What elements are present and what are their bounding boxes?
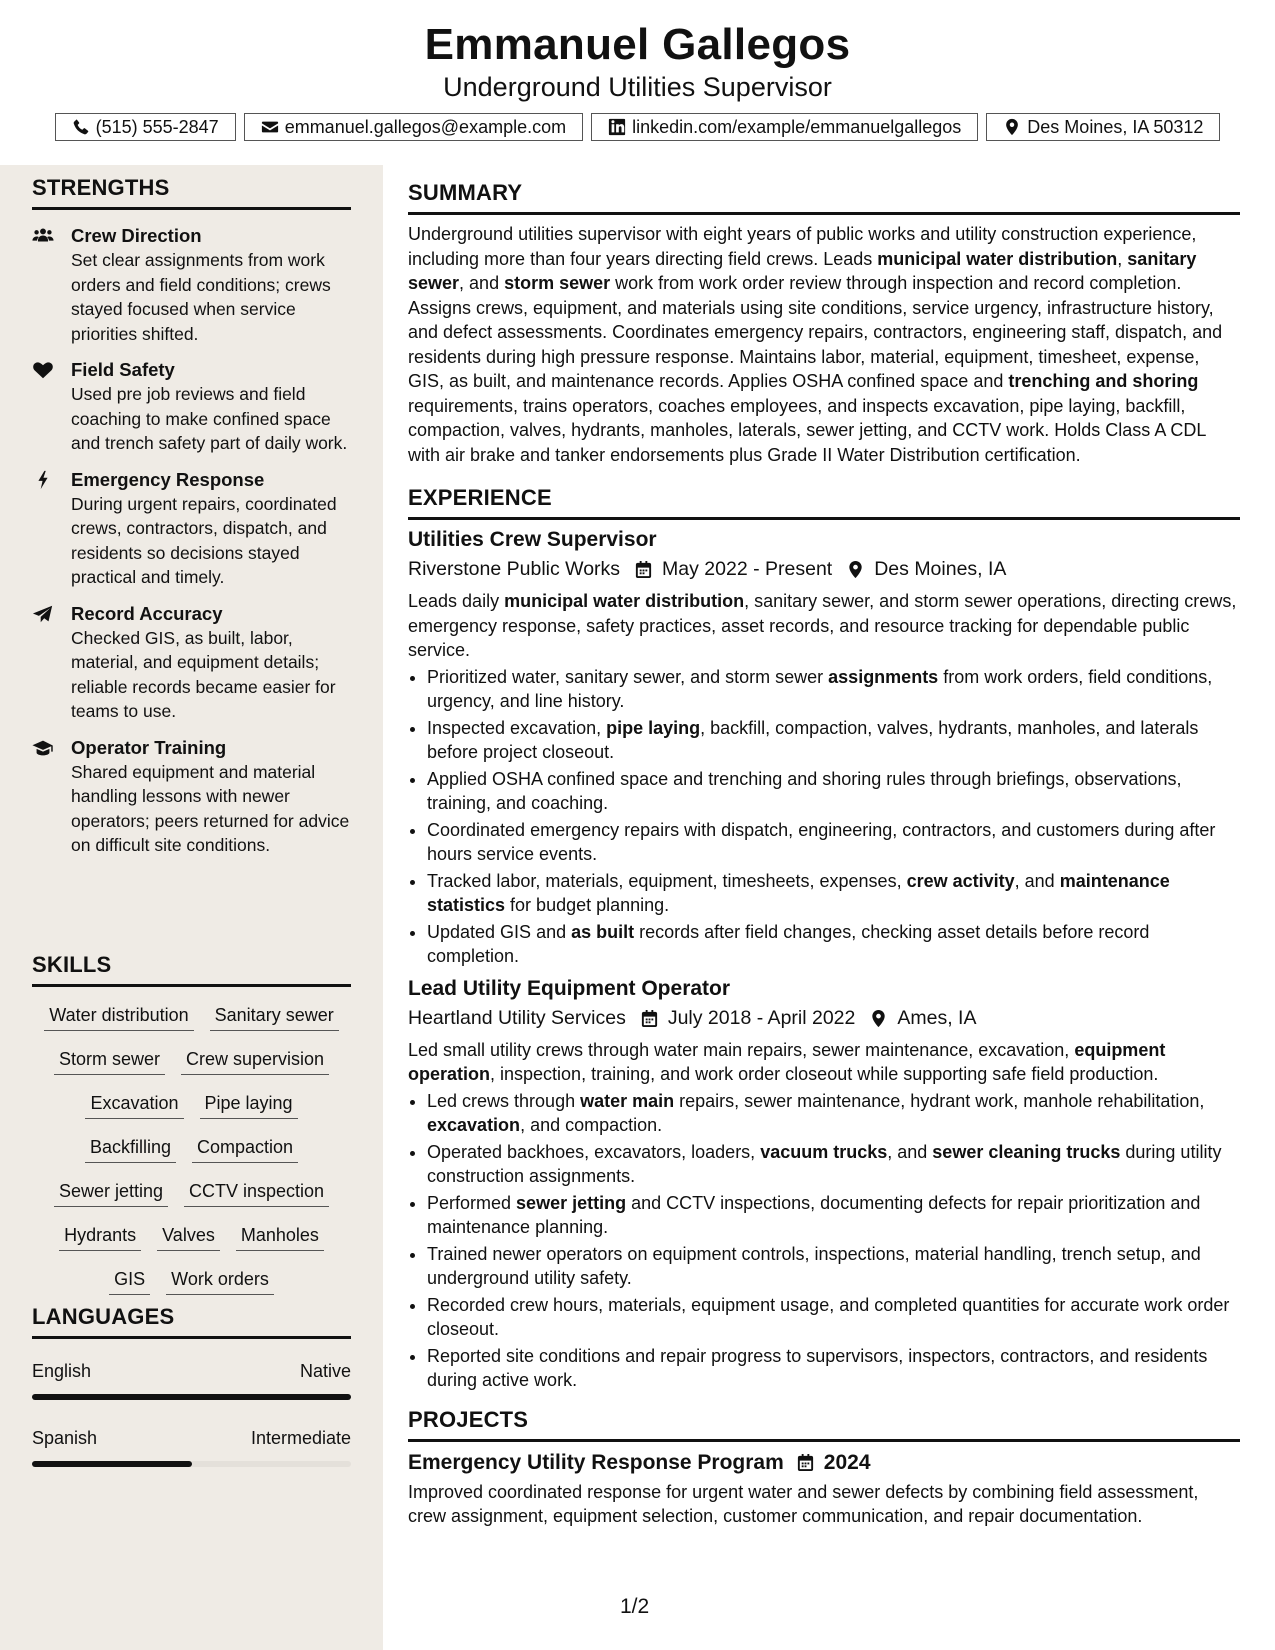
language-proficiency-bar [32, 1461, 351, 1467]
language-item [32, 1361, 351, 1400]
phone-icon [72, 118, 90, 136]
bold-keyword: crew activity [906, 870, 1015, 891]
strength-title: Operator Training [71, 736, 227, 758]
language-level: Native [299, 1361, 351, 1381]
strength-desc: During urgent repairs, coordinated crews, contractors, dispatch, and residents so decisions stayed practical and timely. [71, 493, 337, 587]
job-description: Led small utility crews through water main repairs, sewer maintenance, excavation, equipment operation, inspection, training, and work order closeout while supporting safe field production. [408, 1039, 1166, 1084]
paper-plane-icon [32, 604, 56, 624]
skill-tag: Backfilling [85, 1135, 176, 1163]
job-description: Leads daily municipal water distribution, sanitary sewer, and storm sewer operations, directing crews, emergency response, safety practices, asset records, and resource tracking for dependable public service. [408, 591, 1237, 660]
job-dates: July 2018 - April 2022 [667, 1006, 856, 1029]
skills-list [32, 1003, 351, 1295]
job-bullet: • Performed sewer jetting and CCTV inspections, documenting defects for repair prioritization and maintenance planning. [427, 1191, 1240, 1240]
skill-tag: Manholes [236, 1223, 324, 1251]
location-text: Des Moines, IA 50312 [1027, 116, 1204, 137]
bold-keyword: municipal water distribution [504, 591, 745, 611]
calendar-icon [796, 1453, 815, 1472]
map-pin-icon [1003, 118, 1021, 136]
skill-tag: Valves [157, 1223, 220, 1251]
map-pin-icon [869, 1009, 888, 1028]
job-bullet: • Applied OSHA confined space and trenching and shoring rules through briefings, observations, training, and coaching. [427, 767, 1240, 816]
bold-keyword: water main [580, 1090, 675, 1111]
job-meta [408, 558, 1240, 581]
bold-keyword: vacuum trucks [760, 1141, 888, 1162]
contact-linkedin[interactable] [591, 113, 978, 141]
resume-header [0, 0, 1275, 160]
strengths-section [32, 175, 351, 858]
projects-section [408, 1407, 1240, 1529]
job-entry [408, 977, 1240, 1393]
language-name: English [32, 1361, 92, 1381]
skill-tag: GIS [109, 1267, 150, 1295]
bold-keyword: sanitary sewer [408, 248, 1197, 293]
bold-keyword: municipal water distribution [877, 248, 1118, 269]
skills-section [32, 952, 351, 1295]
language-proficiency-bar [32, 1394, 351, 1400]
summary-text: Underground utilities supervisor with eight years of public works and utility construction experience, including more than four years directing field crews. Leads municipal water distribution, sanitary sewer, and storm sewer work from work order review through inspection and record completion. Assigns crews, equipment, and materials using site conditions, service urgency, infrastructure history, and defect assessments. Coordinates emergency repairs, contractors, engineering staff, dispatch, and residents during high pressure response. Maintains labor, material, equipment, timesheet, expense, GIS, as built, and maintenance records. Applies OSHA confined space and trenching and shoring requirements, trains operators, coaches employees, and inspects excavation, pipe laying, backfill, compaction, valves, hydrants, manholes, laterals, sewer jetting, and CCTV work. Holds Class A CDL with air brake and tanker endorsements plus Grade II Water Distribution certification. [408, 224, 1223, 465]
summary-heading: SUMMARY [408, 180, 1240, 215]
bold-keyword: as built [571, 921, 635, 942]
job-location: Ames, IA [897, 1006, 977, 1029]
project-title: Emergency Utility Response Program [408, 1450, 784, 1474]
contact-phone[interactable] [55, 113, 236, 141]
experience-heading: EXPERIENCE [408, 485, 1240, 520]
candidate-title: Underground Utilities Supervisor [443, 72, 832, 102]
contact-email[interactable] [244, 113, 583, 141]
languages-section [32, 1304, 351, 1467]
job-title: Utilities Crew Supervisor [408, 528, 657, 551]
page-number: 1/2 [620, 1595, 650, 1618]
strength-item [32, 602, 351, 724]
job-bullet: • Recorded crew hours, materials, equipment usage, and completed quantities for accurate work order closeout. [427, 1293, 1240, 1342]
sidebar [0, 165, 383, 1650]
skills-heading: SKILLS [32, 952, 351, 987]
contact-bar [0, 113, 1275, 141]
skill-tag: CCTV inspection [184, 1179, 329, 1207]
job-bullet: • Prioritized water, sanitary sewer, and storm sewer assignments from work orders, field conditions, urgency, and line history. [427, 665, 1240, 714]
strength-desc: Checked GIS, as built, labor, material, and equipment details; reliable records became easier for teams to use. [71, 627, 336, 721]
job-company: Heartland Utility Services [408, 1006, 626, 1029]
job-title: Lead Utility Equipment Operator [408, 976, 731, 1000]
strength-item [32, 224, 351, 346]
linkedin-icon [608, 118, 626, 136]
phone-text: (515) 555-2847 [95, 116, 219, 137]
strength-item [32, 468, 351, 590]
strength-title: Crew Direction [71, 225, 202, 246]
job-bullet: • Trained newer operators on equipment controls, inspections, material handling, trench setup, and underground utility safety. [427, 1242, 1240, 1291]
projects-heading: PROJECTS [408, 1407, 1240, 1442]
skill-tag: Compaction [192, 1135, 298, 1163]
job-bullet: • Reported site conditions and repair progress to supervisors, inspectors, contractors, and residents during active work. [427, 1344, 1240, 1393]
language-level: Intermediate [250, 1428, 351, 1448]
email-text: emmanuel.gallegos@example.com [284, 116, 567, 137]
strength-item [32, 358, 351, 456]
project-entry [408, 1451, 1240, 1529]
skill-tag: Work orders [166, 1267, 274, 1295]
project-description: Improved coordinated response for urgent water and sewer defects by combining field assessment, crew assignment, equipment selection, customer communication, and repair documentation. [408, 1481, 1199, 1526]
map-pin-icon [846, 560, 865, 579]
bold-keyword: trenching and shoring [1008, 371, 1199, 391]
job-bullets [408, 1089, 1240, 1393]
bold-keyword: equipment operation [408, 1039, 1166, 1084]
skill-tag: Crew supervision [181, 1047, 329, 1075]
languages-heading: LANGUAGES [32, 1304, 351, 1339]
skill-tag: Sanitary sewer [210, 1003, 339, 1031]
strength-desc: Set clear assignments from work orders and field conditions; crews stayed focused when service priorities shifted. [71, 250, 331, 344]
experience-section [408, 485, 1240, 1393]
strength-desc: Shared equipment and material handling lessons with newer operators; peers returned for advice on difficult site conditions. [71, 761, 350, 855]
job-bullet: • Updated GIS and as built records after field changes, checking asset details before record completion. [427, 920, 1240, 969]
strength-desc: Used pre job reviews and field coaching to make confined space and trench safety part of daily work. [71, 384, 348, 453]
bold-keyword: storm sewer [504, 273, 611, 293]
bold-keyword: maintenance statistics [427, 870, 1170, 915]
job-bullet: • Coordinated emergency repairs with dispatch, engineering, contractors, and customers during after hours service events. [427, 818, 1240, 867]
language-proficiency-fill [32, 1461, 192, 1467]
language-proficiency-fill [32, 1394, 351, 1400]
job-meta [408, 1007, 1240, 1030]
strengths-heading: STRENGTHS [32, 175, 351, 210]
job-bullet: • Inspected excavation, pipe laying, backfill, compaction, valves, hydrants, manholes, and laterals before project closeout. [427, 716, 1240, 765]
job-entry [408, 528, 1240, 969]
job-bullet: • Operated backhoes, excavators, loaders, vacuum trucks, and sewer cleaning trucks during utility construction assignments. [427, 1140, 1240, 1189]
language-item [32, 1428, 351, 1467]
strength-title: Record Accuracy [71, 602, 223, 624]
main-content [408, 180, 1240, 1529]
bold-keyword: excavation [427, 1115, 521, 1135]
strength-title: Emergency Response [71, 468, 265, 490]
job-bullet: • Tracked labor, materials, equipment, timesheets, expenses, crew activity, and maintenance statistics for budget planning. [427, 869, 1240, 918]
bold-keyword: pipe laying [606, 717, 701, 738]
job-bullet: • Led crews through water main repairs, sewer maintenance, hydrant work, manhole rehabilitation, excavation, and compaction. [427, 1089, 1240, 1138]
calendar-icon [640, 1009, 659, 1028]
skill-tag: Pipe laying [200, 1091, 298, 1119]
envelope-icon [261, 118, 279, 136]
skill-tag: Water distribution [44, 1003, 193, 1031]
contact-location [986, 113, 1220, 141]
bold-keyword: assignments [828, 666, 939, 687]
heart-icon [32, 360, 56, 380]
users-icon [32, 226, 56, 246]
project-title-row [408, 1451, 1240, 1475]
candidate-name: Emmanuel Gallegos [424, 20, 851, 69]
skill-tag: Storm sewer [54, 1047, 165, 1075]
skill-tag: Hydrants [59, 1223, 141, 1251]
job-company: Riverstone Public Works [408, 558, 621, 580]
job-dates: May 2022 - Present [662, 558, 833, 580]
calendar-icon [634, 560, 653, 579]
strength-item [32, 736, 351, 858]
job-location: Des Moines, IA [874, 558, 1007, 580]
linkedin-text: linkedin.com/example/emmanuelgallegos [632, 116, 962, 137]
bolt-icon [32, 470, 56, 490]
bold-keyword: sewer jetting [516, 1192, 627, 1213]
language-name: Spanish [32, 1428, 98, 1448]
bold-keyword: sewer cleaning trucks [932, 1141, 1121, 1162]
project-year: 2024 [823, 1450, 871, 1474]
skill-tag: Sewer jetting [54, 1179, 168, 1207]
skill-tag: Excavation [85, 1091, 183, 1119]
graduation-cap-icon [32, 738, 56, 758]
strength-title: Field Safety [71, 359, 175, 380]
summary-section [408, 180, 1240, 467]
job-bullets [408, 665, 1240, 969]
